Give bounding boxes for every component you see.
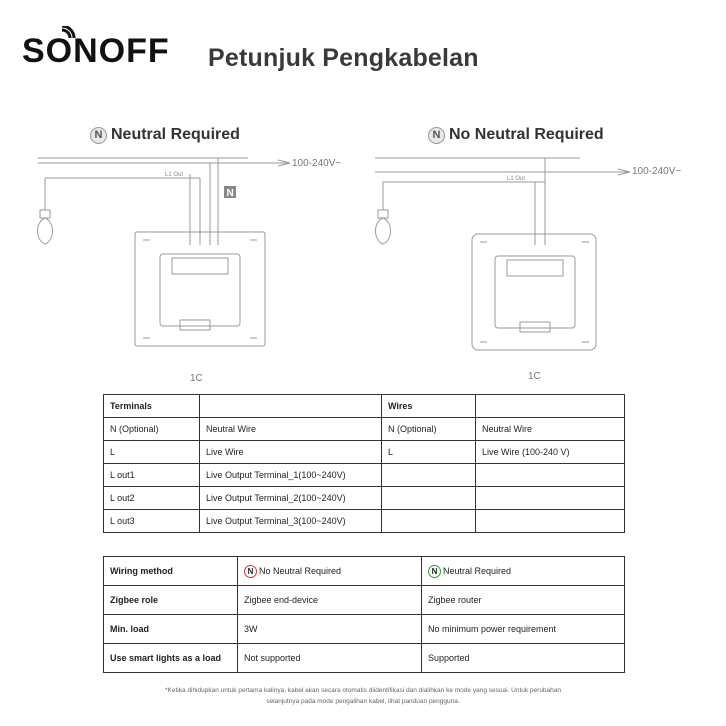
right-l1-out-label: L1 Out	[507, 176, 526, 182]
wiring-diagrams	[0, 150, 726, 390]
comparison-table	[103, 556, 625, 673]
neutral-column-header: N Neutral Required	[422, 557, 625, 586]
left-voltage-label: 100-240V~	[292, 158, 342, 169]
table-row: L out1 Live Output Terminal_1(100~240V)	[104, 464, 625, 487]
table-row: L out2 Live Output Terminal_2(100~240V)	[104, 487, 625, 510]
no-neutral-column-header: N No Neutral Required	[238, 557, 422, 586]
table-row: Zigbee role Zigbee end-device Zigbee router	[104, 586, 625, 615]
neutral-required-heading	[90, 126, 240, 144]
table-row: L out3 Live Output Terminal_3(100~240V)	[104, 510, 625, 533]
table-header-row	[104, 395, 625, 418]
logo-wordmark: SONOFF	[22, 32, 170, 70]
sonoff-logo	[22, 26, 182, 70]
header-terminals: Terminals	[104, 395, 200, 418]
table-row: Min. load 3W No minimum power requirement	[104, 615, 625, 644]
table-row: L Live Wire L Live Wire (100-240 V)	[104, 441, 625, 464]
footnote	[100, 685, 626, 707]
neutral-badge: N	[90, 127, 107, 144]
left-model-label: 1C	[190, 373, 203, 384]
right-model-label: 1C	[528, 371, 541, 382]
no-neutral-required-heading	[428, 126, 604, 144]
neutral-required-label: Neutral Required	[111, 126, 240, 143]
table-row: N (Optional) Neutral Wire N (Optional) Neutral Wire	[104, 418, 625, 441]
page-title: Petunjuk Pengkabelan	[208, 44, 479, 72]
red-n-icon: N	[244, 565, 257, 578]
no-neutral-required-label: No Neutral Required	[449, 126, 604, 143]
no-neutral-badge: N	[428, 127, 445, 144]
footnote-line-1: *Ketika dihidupkan untuk pertama kalinya, kabel akan secara otomatis diidentifikasi dan dialihkan ke mode yang sesuai. Untuk perubahan	[164, 687, 562, 694]
header-wires: Wires	[382, 395, 476, 418]
terminals-table	[103, 394, 625, 533]
footnote-line-2: selanjutnya pada mode pengalihan kabel, lihat panduan pengguna.	[266, 698, 460, 705]
n-tag-label: N	[226, 188, 234, 199]
left-l1-out-label: L1 Out	[165, 172, 184, 178]
wiring-method-label: Wiring method	[104, 557, 238, 586]
green-n-icon: N	[428, 565, 441, 578]
comparison-header-row	[104, 557, 625, 586]
right-voltage-label: 100-240V~	[632, 166, 682, 177]
table-row: Use smart lights as a load Not supported Supported	[104, 644, 625, 673]
